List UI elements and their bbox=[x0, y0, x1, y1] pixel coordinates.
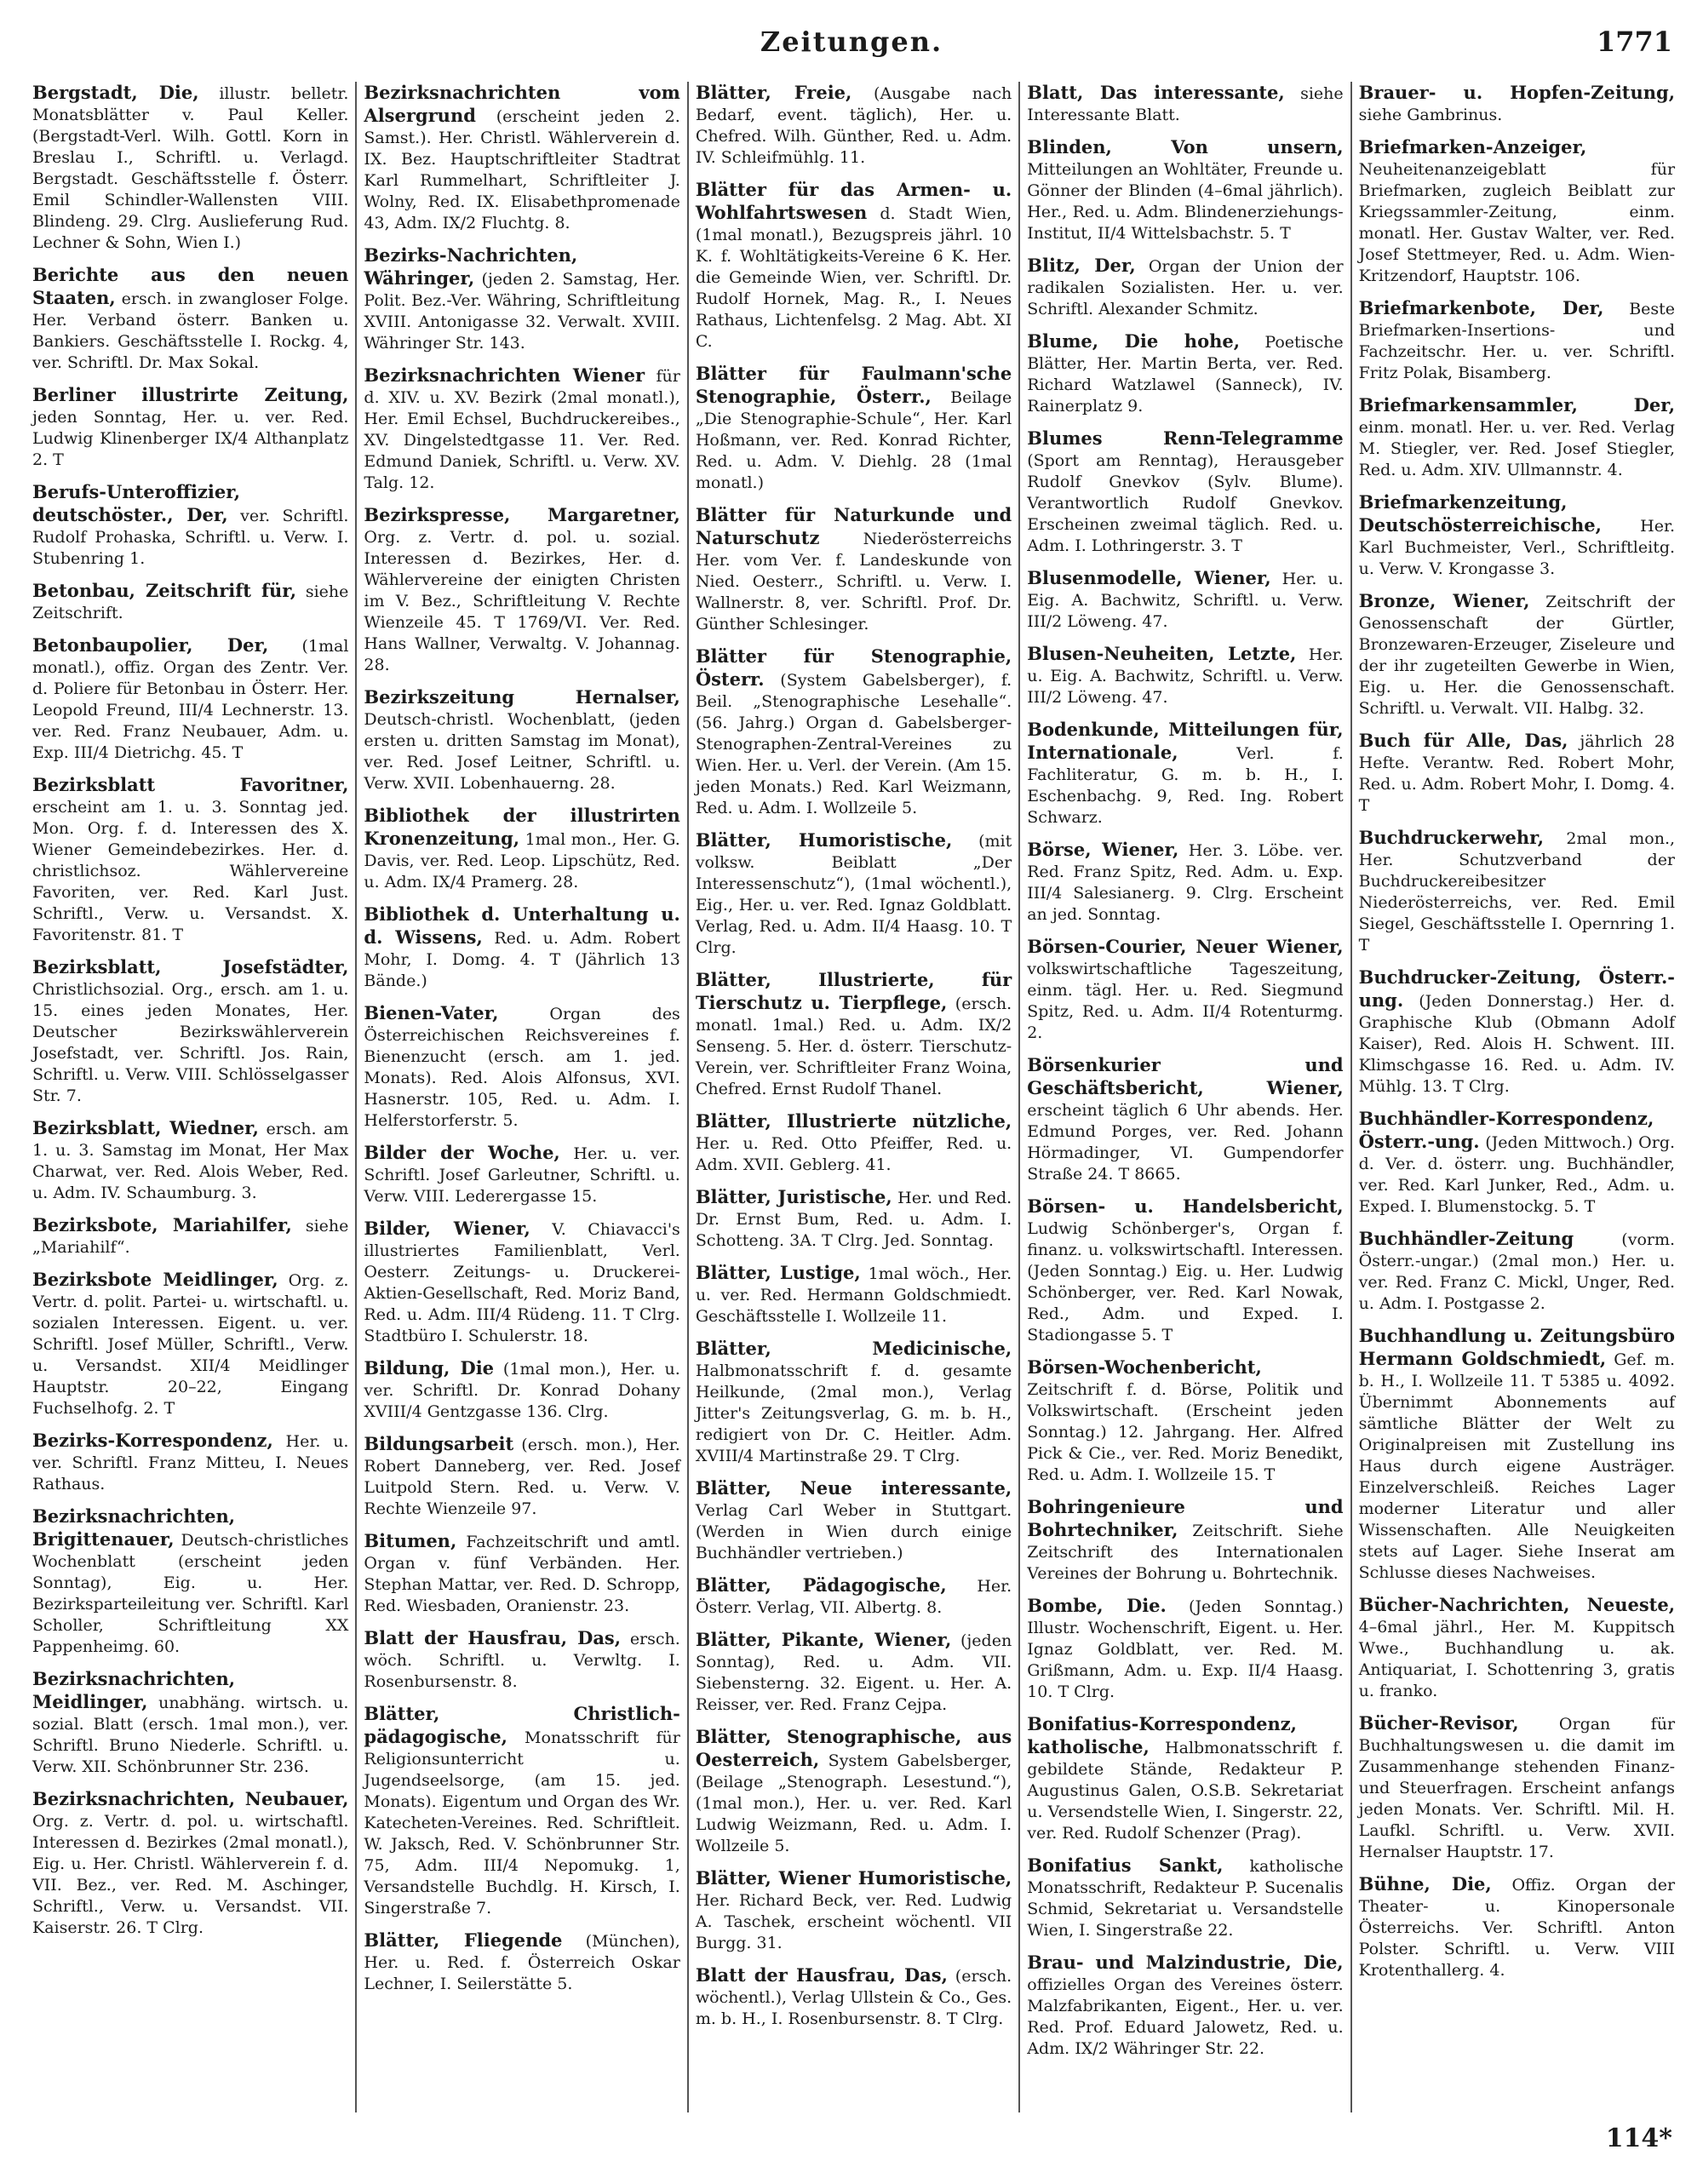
entry-title: Bezirks-Korrespondenz, bbox=[32, 1430, 273, 1451]
entry-title: Bezirkspresse, Margaretner, bbox=[364, 504, 680, 525]
directory-entry bbox=[696, 1110, 1012, 1176]
directory-entry bbox=[1359, 82, 1675, 126]
directory-entry bbox=[1027, 82, 1343, 126]
entry-body: (ersch. mon.), Her. Robert Danneberg, ver. Red. Josef Luitpold Stern. Red. u. Verw. V. Rechte Wienzeile 97. bbox=[364, 1436, 680, 1518]
entry-body: (Sport am Renntag), Herausgeber Rudolf Gnevkov (Sylv. Blume). Verantwortlich Rudolf Gnevkov. Erscheinen zweimal täglich. Red. u. Adm. I. Lothringerstr. 3. T bbox=[1027, 451, 1344, 555]
directory-entry bbox=[1027, 643, 1343, 708]
entry-body: Her. Karl Buchmeister, Verl., Schriftleitg. u. Verw. V. Krongasse 3. bbox=[1358, 517, 1676, 578]
directory-entry bbox=[32, 384, 348, 471]
entry-body: (erscheint jeden 2. Samst.). Her. Christl. Wählerverein d. IX. Bez. Hauptschriftleiter Stadtrat Karl Rummelhart, Schriftleiter J. Wolny, Red. IX. Elisabethpromenade 43, Adm. IX/2 Fluchtg. 8. bbox=[364, 107, 680, 232]
entry-body: erscheint täglich 6 Uhr abends. Her. Edmund Porges, ver. Red. Johann Hörmadinger, VI. Gumpendorfer Straße 24. T 8665. bbox=[1027, 1101, 1344, 1184]
entry-body: Monatsschrift für Religionsunterricht u. Jugendseelsorge, (am 15. jed. Monats). Eigentum und Organ des Wr. Katecheten-Vereines. Red. Schriftleit. W. Jaksch, Red. V. Schönbrunner Str. 75, Adm. III/4 Nepomukg. 1, Versandstelle Buchdlg. H. Kirsch, I. Singerstraße 7. bbox=[364, 1728, 680, 1917]
directory-entry bbox=[1359, 1228, 1675, 1315]
entry-title: Blusen-Neuheiten, Letzte, bbox=[1027, 643, 1297, 664]
entry-body: Beste Briefmarken-Insertions- und Fachzeitschr. Her. u. ver. Schriftl. Fritz Polak, Bisamberg. bbox=[1358, 300, 1676, 382]
entry-body: Deutsch-christl. Wochenblatt, (jeden ersten u. dritten Samstag im Monat), ver. Red. Josef Leitner, Schriftl. u. Verw. XVII. Lobenhauerng. 28. bbox=[364, 710, 680, 793]
entry-title: Bienen-Vater, bbox=[364, 1002, 499, 1023]
entry-body: offizielles Organ des Vereines österr. Malzfabrikanten, Eigent., Her. u. ver. Red. Prof. Eduard Jalowetz, Red. u. Adm. IX/2 Währinger Str. 22. bbox=[1027, 1975, 1344, 2058]
entry-body: jeden Sonntag, Her. u. ver. Red. Ludwig Klinenberger IX/4 Althanplatz 2. T bbox=[32, 408, 349, 469]
directory-entry bbox=[364, 504, 679, 676]
entry-title: Bezirkszeitung Hernalser, bbox=[364, 686, 680, 708]
entry-body: unabhäng. wirtsch. u. sozial. Blatt (ersch. 1mal mon.), ver. Schriftl. Bruno Niederle. Schriftl. u. Verw. XII. Schönbrunner Str. 236. bbox=[32, 1694, 349, 1776]
entry-title: Blätter, Lustige, bbox=[695, 1262, 861, 1283]
entry-body: (ersch. wöchentl.), Verlag Ullstein & Co., Ges. m. b. H., I. Rosenbursenstr. 8. T Clrg. bbox=[695, 1967, 1012, 2028]
directory-entry bbox=[32, 580, 348, 624]
entry-body: Red. u. Adm. Robert Mohr, I. Domg. 4. T (Jährlich 13 Bände.) bbox=[364, 929, 680, 990]
directory-entry bbox=[1359, 1108, 1675, 1218]
entry-title: Bühne, Die, bbox=[1358, 1873, 1492, 1895]
directory-entry bbox=[32, 264, 348, 374]
entry-title: Brauer- u. Hopfen-Zeitung, bbox=[1358, 82, 1676, 103]
directory-entry bbox=[364, 364, 679, 494]
directory-entry bbox=[32, 1668, 348, 1778]
directory-entry bbox=[32, 774, 348, 946]
entry-body: Her. Österr. Verlag, VII. Albertg. 8. bbox=[695, 1577, 1012, 1617]
directory-entry bbox=[364, 244, 679, 354]
entry-title: Bodenkunde, Mitteilungen für, Internationale, bbox=[1027, 719, 1344, 763]
entry-body: Verl. f. Fachliteratur, G. m. b. H., I. Eschenbachg. 9, Red. Ing. Robert Schwarz. bbox=[1027, 744, 1344, 827]
entry-body: siehe Gambrinus. bbox=[1358, 106, 1503, 124]
entry-title: Briefmarkenzeitung, Deutschösterreichische, bbox=[1358, 491, 1602, 536]
entry-title: Bezirksblatt, Josefstädter, bbox=[32, 956, 349, 977]
entry-title: Betonbaupolier, Der, bbox=[32, 634, 269, 656]
entry-title: Bohringenieure und Bohrtechniker, bbox=[1027, 1496, 1344, 1540]
entry-title: Blitz, Der, bbox=[1027, 255, 1136, 276]
entry-title: Berufs-Unteroffizier, deutschöster., Der, bbox=[32, 481, 241, 525]
entry-title: Briefmarkenbote, Der, bbox=[1358, 297, 1604, 318]
column-1 bbox=[26, 82, 357, 2112]
entry-body: Ludwig Schönberger's, Organ f. finanz. u. volkswirtschaftl. Interessen. (Jeden Sonntag.) Eig. u. Her. Ludwig Schönberger, ver. Red. Karl Nowak, Red., Adm. und Exped. I. Stadiongasse 5. T bbox=[1027, 1219, 1344, 1344]
entry-title: Bezirksnachrichten, Meidlinger, bbox=[32, 1668, 236, 1712]
entry-body: 2mal mon., Her. Schutzverband der Buchdruckereibesitzer Niederösterreichs, ver. Red. Emil Siegel, Geschäftsstelle I. Opernring 1. T bbox=[1358, 829, 1676, 954]
directory-entry bbox=[696, 1726, 1012, 1857]
directory-columns bbox=[26, 82, 1682, 2112]
entry-title: Blatt der Hausfrau, Das, bbox=[364, 1627, 622, 1648]
directory-entry bbox=[32, 1430, 348, 1495]
entry-body: (1mal monatl.), offiz. Organ des Zentr. Ver. d. Poliere für Betonbau in Österr. Her. Leopold Freund, III/4 Lechnerstr. 13. ver. Red. Franz Neubauer, Adm. u. Exp. III/4 Dietrichg. 45. T bbox=[32, 637, 349, 762]
directory-entry bbox=[696, 1629, 1012, 1716]
directory-entry bbox=[1359, 1873, 1675, 1981]
entry-body: 1mal mon., Her. G. Davis, ver. Red. Leop. Lipschütz, Red. u. Adm. IX/4 Pramerg. 28. bbox=[364, 830, 680, 891]
directory-entry bbox=[696, 82, 1012, 169]
directory-entry bbox=[364, 1142, 679, 1207]
entry-title: Blatt, Das interessante, bbox=[1027, 82, 1285, 103]
directory-entry bbox=[696, 645, 1012, 819]
entry-body: Neuheitenanzeigeblatt für Briefmarken, zugleich Beiblatt zur Kriegssammler-Zeitung, einm. monatl. Her. Gustav Walter, ver. Red. Josef Stettmeyer, Red. u. Adm. Wien-Kritzendorf, Hauptstr. 106. bbox=[1358, 160, 1676, 285]
column-2 bbox=[357, 82, 688, 2112]
entry-body: Christlichsozial. Org., ersch. am 1. u. 15. eines jeden Monates, Her. Deutscher Bezirkswählerverein Josefstadt, ver. Schriftl. Jos. Rain, Schriftl. u. Verw. VIII. Schlösselgasser Str. 7. bbox=[32, 980, 349, 1105]
directory-entry bbox=[1359, 1594, 1675, 1702]
entry-body: Deutsch-christliches Wochenblatt (erscheint jeden Sonntag), Eig. u. Her. Bezirksparteileitung ver. Schriftl. Karl Scholler, Schriftleitung XX Pappenheimg. 60. bbox=[32, 1531, 349, 1656]
entry-title: Bilder der Woche, bbox=[364, 1142, 560, 1163]
entry-body: 4–6mal jährl., Her. M. Kuppitsch Wwe., Buchhandlung u. ak. Antiquariat, I. Schottenring 3, gratis u. franko. bbox=[1358, 1618, 1676, 1700]
entry-title: Briefmarken-Anzeiger, bbox=[1358, 136, 1587, 158]
directory-entry bbox=[32, 1788, 348, 1939]
column-3 bbox=[689, 82, 1020, 2112]
directory-entry bbox=[364, 1703, 679, 1919]
directory-entry bbox=[1359, 297, 1675, 384]
directory-entry bbox=[696, 1867, 1012, 1954]
directory-entry bbox=[1359, 394, 1675, 481]
section-title: Zeitungen. bbox=[760, 26, 943, 58]
entry-body: Her. und Red. Dr. Ernst Bum, Red. u. Adm. I. Schotteng. 3A. T Clrg. Jed. Sonntag. bbox=[695, 1189, 1012, 1250]
entry-title: Blätter, Pädagogische, bbox=[695, 1574, 947, 1596]
entry-body: Her. u. Eig. A. Bachwitz, Schriftl. u. Verw. III/2 Löweng. 47. bbox=[1027, 645, 1344, 707]
entry-body: 1mal wöch., Her. u. ver. Red. Hermann Goldschmiedt. Geschäftsstelle I. Wollzeile 11. bbox=[695, 1264, 1012, 1326]
directory-entry bbox=[1027, 567, 1343, 633]
directory-entry bbox=[32, 1117, 348, 1204]
entry-body: Her. 3. Löbe. ver. Red. Franz Spitz, Red. Adm. u. Exp. III/4 Salesianerg. 9. Clrg. Erscheint an jed. Sonntag. bbox=[1027, 841, 1344, 924]
entry-body: (jeden 2. Samstag, Her. Polit. Bez.-Ver. Währing, Schriftleitung XVIII. Antonigasse 32. Verwalt. XVIII. Währinger Str. 143. bbox=[364, 270, 680, 353]
entry-body: volkswirtschaftliche Tageszeitung, einm. tägl. Her. u. Red. Siegmund Spitz, Red. u. Adm. II/4 Rotenturmg. 2. bbox=[1027, 960, 1344, 1042]
entry-body: Her. Richard Beck, ver. Red. Ludwig A. Taschek, erscheint wöchentl. VII Burgg. 31. bbox=[695, 1891, 1012, 1952]
entry-body: V. Chiavacci's illustriertes Familienblatt, Verl. Oesterr. Zeitungs- u. Druckerei-Aktien-Gesellschaft, Red. Moriz Band, Red. u. Adm. III/4 Rüdeng. 11. T Clrg. Stadtbüro I. Schulerstr. 18. bbox=[364, 1220, 680, 1345]
column-4 bbox=[1020, 82, 1351, 2112]
entry-title: Bibliothek der illustrirten Kronenzeitung, bbox=[364, 805, 680, 849]
directory-entry bbox=[364, 1218, 679, 1347]
entry-body: (Jeden Donnerstag.) Her. d. Graphische Klub (Obmann Adolf Kaiser), Red. Alois H. Schwent. III. Klimschgasse 16. Red. u. Adm. IV. Mühlg. 13. T Clrg. bbox=[1358, 992, 1676, 1096]
directory-entry bbox=[1027, 1952, 1343, 2060]
entry-title: Blätter für Stenographie, Österr. bbox=[695, 645, 1012, 690]
entry-title: Bildung, Die bbox=[364, 1357, 495, 1379]
entry-title: Blätter, Freie, bbox=[695, 82, 852, 103]
directory-entry bbox=[696, 1338, 1012, 1467]
entry-title: Bildungsarbeit bbox=[364, 1433, 514, 1454]
entry-title: Blusenmodelle, Wiener, bbox=[1027, 567, 1271, 588]
directory-entry bbox=[1359, 136, 1675, 287]
entry-body: Her. u. Eig. A. Bachwitz, Schriftl. u. Verw. III/2 Löweng. 47. bbox=[1027, 570, 1344, 631]
directory-entry bbox=[1359, 827, 1675, 956]
entry-title: Bezirksnachrichten Wiener bbox=[364, 364, 645, 386]
entry-title: Blätter, Humoristische, bbox=[695, 829, 953, 851]
directory-entry bbox=[364, 1002, 679, 1132]
directory-entry bbox=[1027, 1496, 1343, 1585]
entry-title: Buchhändler-Korrespondenz, Österr.-ung. bbox=[1358, 1108, 1654, 1152]
entry-title: Bezirksnachrichten vom Alsergrund bbox=[364, 82, 680, 126]
entry-title: Berliner illustrirte Zeitung, bbox=[32, 384, 349, 405]
entry-title: Bombe, Die. bbox=[1027, 1595, 1167, 1616]
entry-body: siehe Zeitschrift. bbox=[32, 582, 349, 622]
directory-entry bbox=[696, 969, 1012, 1100]
entry-body: Beilage „Die Stenographie-Schule“, Her. Karl Hoßmann, ver. Red. Konrad Richter, Red. u. Adm. V. Diehlg. 28 (1mal monatl.) bbox=[695, 388, 1012, 492]
signature-mark: 114* bbox=[1605, 2124, 1672, 2153]
entry-title: Börsen-Courier, Neuer Wiener, bbox=[1027, 936, 1344, 957]
entry-title: Berichte aus den neuen Staaten, bbox=[32, 264, 349, 308]
directory-entry bbox=[696, 1964, 1012, 2030]
directory-entry bbox=[1027, 1713, 1343, 1844]
directory-entry bbox=[696, 363, 1012, 494]
entry-body: (mit volksw. Beiblatt „Der Interessenschutz“), (1mal wöchentl.), Eig., Her. u. ver. Red. Ignaz Goldblatt. Verlag, Red. u. Adm. II/4 Haasg. 10. T Clrg. bbox=[695, 832, 1012, 957]
entry-body: ersch. in zwangloser Folge. Her. Verband österr. Banken u. Bankiers. Geschäftsstelle I. Rockg. 4, ver. Schriftl. Dr. Max Sokal. bbox=[32, 289, 349, 372]
entry-body: Her. u. ver. Schriftl. Franz Mitteu, I. Neues Rathaus. bbox=[32, 1432, 349, 1493]
directory-entry bbox=[696, 504, 1012, 635]
directory-entry bbox=[32, 481, 348, 570]
directory-entry bbox=[32, 1505, 348, 1658]
entry-title: Börsen- u. Handelsbericht, bbox=[1027, 1195, 1344, 1217]
entry-title: Blätter, Neue interessante, bbox=[695, 1477, 1012, 1499]
entry-body: Org. z. Vertr. d. polit. Partei- u. wirtschaftl. u. sozialen Interessen. Eigent. u. ver. Schriftl. Josef Müller, Schriftl., Verw. u. Versandst. XII/4 Meidlinger Hauptstr. 20–22, Eingang Fuchselhofg. 2. T bbox=[32, 1271, 349, 1418]
entry-body: für d. XIV. u. XV. Bezirk (2mal monatl.), Her. Emil Echsel, Buchdruckereibes., XV. Dingelstedtgasse 11. Ver. Red. Edmund Daniek, Schriftl. u. Verw. XV. Talg. 12. bbox=[364, 367, 680, 492]
entry-title: Bonifatius Sankt, bbox=[1027, 1854, 1224, 1876]
entry-body: (Ausgabe nach Bedarf, event. täglich), Her. u. Chefred. Wilh. Günther, Red. u. Adm. IV. Schleifmühlg. 11. bbox=[695, 84, 1012, 167]
entry-title: Bezirksnachrichten, Brigittenauer, bbox=[32, 1505, 236, 1550]
entry-title: Bezirksblatt Favoritner, bbox=[32, 774, 349, 795]
entry-title: Buchdruckerwehr, bbox=[1358, 827, 1545, 848]
directory-entry bbox=[364, 1433, 679, 1520]
entry-body: Organ des Österreichischen Reichsvereines f. Bienenzucht (ersch. am 1. jed. Monats). Red. Alois Alfonsus, XVI. Hasnerstr. 105, Red. u. Adm. I. Helferstorferstr. 5. bbox=[364, 1005, 680, 1130]
entry-title: Börsenkurier und Geschäftsbericht, Wiener, bbox=[1027, 1054, 1344, 1098]
directory-entry bbox=[696, 179, 1012, 353]
entry-title: Bronze, Wiener, bbox=[1358, 590, 1530, 611]
entry-body: Halbmonatsschrift f. gebildete Stände, Redakteur P. Augustinus Galen, O.S.B. Sekretariat u. Versendstelle Wien, I. Singerstr. 22, ver. Red. Rudolf Schenzer (Prag). bbox=[1027, 1739, 1344, 1843]
entry-title: Blätter, Fliegende bbox=[364, 1929, 563, 1951]
entry-title: Bibliothek d. Unterhaltung u. d. Wissens, bbox=[364, 903, 680, 948]
entry-body: Organ für Buchhaltungswesen u. die damit im Zusammenhange stehenden Finanz- und Steuerfragen. Erscheint anfangs jeden Monats. Ver. Schriftl. Mil. H. Laufkl. Schriftl. u. Verw. XVII. Hernalser Hauptstr. 17. bbox=[1358, 1715, 1676, 1861]
directory-entry bbox=[1027, 1356, 1343, 1486]
directory-entry bbox=[364, 805, 679, 893]
entry-body: Zeitschrift. Siehe Zeitschrift des Internationalen Vereines der Bohrung u. Bohrtechnik. bbox=[1027, 1522, 1344, 1583]
entry-title: Blätter für Faulmann'sche Stenographie, Österr., bbox=[695, 363, 1012, 407]
entry-title: Blume, Die hohe, bbox=[1027, 330, 1241, 352]
directory-entry bbox=[364, 1357, 679, 1423]
entry-body: ver. Schriftl. Rudolf Prohaska, Schriftl. u. Verw. I. Stubenring 1. bbox=[32, 507, 349, 568]
entry-title: Blätter, Juristische, bbox=[695, 1186, 892, 1207]
entry-body: d. Stadt Wien, (1mal monatl.), Bezugspreis jährl. 10 K. f. Wohltätigkeits-Vereine 6 K. Her. die Gemeinde Wien, ver. Schriftl. Dr. Rudolf Hornek, Mag. R., I. Neues Rathaus, Lichtenfelsg. 2 Mag. Abt. XI C. bbox=[695, 204, 1012, 351]
directory-entry bbox=[1027, 1595, 1343, 1703]
entry-title: Blatt der Hausfrau, Das, bbox=[695, 1964, 948, 1986]
entry-title: Bezirksnachrichten, Neubauer, bbox=[32, 1788, 349, 1809]
entry-body: Zeitschrift der Genossenschaft der Gürtler, Bronzewaren-Erzeuger, Ziseleure und der ihr zugeteilten Gewerbe in Wien, Eig. u. Her. die Genossenschaft. Schriftl. u. Verwalt. VII. Halbg. 32. bbox=[1358, 593, 1676, 718]
entry-body: jährlich 28 Hefte. Verantw. Red. Robert Mohr, Red. u. Adm. Robert Mohr, I. Domg. 4. T bbox=[1358, 732, 1676, 815]
entry-body: Poetische Blätter, Her. Martin Berta, ver. Red. Richard Watzlawel (Sanneck), IV. Rainerplatz 9. bbox=[1027, 333, 1344, 416]
entry-title: Brau- und Malzindustrie, Die, bbox=[1027, 1952, 1344, 1973]
directory-entry bbox=[32, 956, 348, 1107]
directory-entry bbox=[1027, 1054, 1343, 1185]
directory-entry bbox=[364, 903, 679, 992]
entry-title: Blätter, Stenographische, aus Oesterreich, bbox=[695, 1726, 1012, 1770]
directory-entry bbox=[32, 82, 348, 254]
directory-entry bbox=[696, 1262, 1012, 1327]
entry-title: Blätter, Illustrierte nützliche, bbox=[695, 1110, 1012, 1132]
entry-body: Niederösterreichs Her. vom Ver. f. Landeskunde von Nied. Oesterr., Schriftl. u. Verw. I. Wallnerstr. 8, ver. Schriftl. Prof. Dr. Günther Schlesinger. bbox=[695, 530, 1012, 633]
directory-entry bbox=[364, 686, 679, 794]
entry-body: (Jeden Sonntag.) Illustr. Wochenschrift, Eigent. u. Her. Ignaz Goldblatt, ver. Red. M. Grißmann, Adm. u. Exp. II/4 Haasg. 10. T Clrg. bbox=[1027, 1597, 1344, 1701]
entry-title: Buchhändler-Zeitung bbox=[1358, 1228, 1574, 1249]
column-5 bbox=[1352, 82, 1682, 2112]
directory-entry bbox=[1027, 427, 1343, 557]
entry-body: (Jeden Mittwoch.) Org. d. Ver. d. österr. ung. Buchhändler, ver. Red. Karl Junker, Red., Adm. u. Exped. I. Blumenstockg. 5. T bbox=[1358, 1133, 1676, 1216]
entry-body: System Gabelsberger, (Beilage „Stenograph. Lesestund.“), (1mal mon.), Her. u. ver. Red. Karl Ludwig Weizmann, Red. u. Adm. I. Wollzeile 5. bbox=[695, 1751, 1012, 1855]
entry-body: Halbmonatsschrift f. d. gesamte Heilkunde, (2mal mon.), Verlag Jitter's Zeitungsverlag, G. m. b. H., redigiert von Dr. C. Heitler. Adm. XVIII/4 Martinstraße 29. T Clrg. bbox=[695, 1361, 1012, 1465]
entry-body: Gef. m. b. H., I. Wollzeile 11. T 5385 u. 4092. Übernimmt Abonnements auf sämtliche Blätter der Welt zu Originalpreisen mit Zustellung ins Haus durch eigene Austräger. Einzelverschleiß. Reiches Lager moderner Literatur und aller Wissenschaften. Alle Neuigkeiten stets auf Lager. Siehe Inserat am Schlusse dieses Nachweises. bbox=[1358, 1350, 1676, 1582]
entry-body: (ersch. monatl. 1mal.) Red. u. Adm. IX/2 Senseng. 5. Her. d. österr. Tierschutz-Verein, ver. Schriftleiter Franz Woina, Chefred. Ernst Rudolf Thanel. bbox=[695, 995, 1012, 1098]
entry-body: Org. z. Vertr. d. pol. u. wirtschaftl. Interessen d. Bezirkes (2mal monatl.), Eig. u. Her. Christl. Wählerverein f. d. VII. Bez., ver. Red. M. Aschinger, Schriftl., Verw. u. Versandst. VII. Kaiserstr. 26. T Clrg. bbox=[32, 1812, 349, 1937]
entry-title: Briefmarkensammler, Der, bbox=[1358, 394, 1676, 416]
entry-body: erscheint am 1. u. 3. Sonntag jed. Mon. Org. f. d. Interessen des X. Wiener Gemeindebezirkes. Her. d. christlichsoz. Wählervereine Favoriten, ver. Red. Karl Just. Schriftl., Verw. u. Versandst. X. Favoritenstr. 81. T bbox=[32, 798, 349, 944]
directory-entry bbox=[364, 1627, 679, 1693]
entry-body: siehe Interessante Blatt. bbox=[1027, 84, 1344, 124]
entry-title: Betonbau, Zeitschrift für, bbox=[32, 580, 297, 601]
entry-title: Blätter, Medicinische, bbox=[695, 1338, 1012, 1359]
entry-body: katholische Monatsschrift, Redakteur P. Sucenalis Schmid, Sekretariat u. Versandstelle Wien, I. Singerstraße 22. bbox=[1027, 1857, 1344, 1940]
directory-entry bbox=[1027, 330, 1343, 417]
entry-title: Buchhandlung u. Zeitungsbüro Hermann Goldschmiedt, bbox=[1358, 1325, 1676, 1369]
directory-entry bbox=[32, 1214, 348, 1258]
entry-body: Org. z. Vertr. d. pol. u. sozial. Interessen d. Bezirkes, Her. d. Wählervereine der einigten Christen im V. Bez., Schriftleitung V. Rechte Wienzeile 45. T 1769/VI. Ver. Red. Hans Wallner, Verwaltg. V. Johannag. 28. bbox=[364, 528, 680, 674]
directory-entry bbox=[32, 1269, 348, 1419]
directory-entry bbox=[696, 1186, 1012, 1252]
entry-body: (München), Her. u. Red. f. Österreich Oskar Lechner, I. Seilerstätte 5. bbox=[364, 1932, 680, 1993]
entry-title: Blätter, Wiener Humoristische, bbox=[695, 1867, 1012, 1889]
entry-title: Blätter, Illustrierte, für Tierschutz u. Tierpflege, bbox=[695, 969, 1012, 1013]
entry-title: Bezirks-Nachrichten, Währinger, bbox=[364, 244, 578, 289]
entry-body: Offiz. Organ der Theater- u. Kinopersonale Österreichs. Ver. Schriftl. Anton Polster. Schriftl. u. Verw. VIII Krotenthallerg. 4. bbox=[1358, 1876, 1676, 1980]
directory-entry bbox=[1027, 1854, 1343, 1941]
directory-entry bbox=[364, 1929, 679, 1995]
entry-title: Bezirksblatt, Wiedner, bbox=[32, 1117, 259, 1138]
entry-title: Blumes Renn-Telegramme bbox=[1027, 427, 1344, 449]
entry-title: Bilder, Wiener, bbox=[364, 1218, 530, 1239]
entry-title: Börse, Wiener, bbox=[1027, 839, 1179, 860]
entry-title: Buchdrucker-Zeitung, Österr.-ung. bbox=[1358, 966, 1676, 1011]
entry-title: Buch für Alle, Das, bbox=[1358, 730, 1568, 751]
entry-title: Bezirksbote Meidlinger, bbox=[32, 1269, 278, 1290]
entry-body: Her. u. Red. Otto Pfeiffer, Red. u. Adm. XVII. Geblerg. 41. bbox=[695, 1134, 1012, 1174]
directory-entry bbox=[1359, 1712, 1675, 1863]
page-header bbox=[0, 0, 1703, 68]
directory-entry bbox=[696, 1477, 1012, 1564]
entry-title: Blätter für Naturkunde und Naturschutz bbox=[695, 504, 1012, 548]
entry-body: Organ der Union der radikalen Sozialisten. Her. u. ver. Schriftl. Alexander Schmitz. bbox=[1027, 257, 1344, 318]
entry-title: Bonifatius-Korrespondenz, katholische, bbox=[1027, 1713, 1297, 1757]
entry-body: Mitteilungen an Wohltäter, Freunde u. Gönner der Blinden (4–6mal jährlich). Her., Red. u. Adm. Blindenerziehungs-Institut, II/4 Wittelsbachstr. 5. T bbox=[1027, 160, 1344, 243]
entry-title: Bücher-Revisor, bbox=[1358, 1712, 1519, 1734]
directory-entry bbox=[1359, 590, 1675, 719]
directory-entry bbox=[1027, 936, 1343, 1044]
entry-title: Blätter für das Armen- u. Wohlfahrtswesen bbox=[695, 179, 1012, 223]
entry-body: einm. monatl. Her. u. ver. Red. Verlag M. Stiegler, ver. Red. Josef Stiegler, Red. u. Adm. XIV. Ullmannstr. 4. bbox=[1358, 418, 1676, 479]
entry-body: ersch. wöch. Schriftl. u. Verwltg. I. Rosenbursenstr. 8. bbox=[364, 1630, 680, 1691]
entry-body: (vorm. Österr.-ungar.) (2mal mon.) Her. u. ver. Red. Franz C. Mickl, Unger, Red. u. Adm. I. Postgasse 2. bbox=[1358, 1230, 1676, 1313]
entry-body: ersch. am 1. u. 3. Samstag im Monat, Her Max Charwat, ver. Red. Alois Weber, Red. u. Adm. IV. Schaumburg. 3. bbox=[32, 1120, 349, 1202]
directory-entry bbox=[696, 829, 1012, 959]
entry-title: Blinden, Von unsern, bbox=[1027, 136, 1344, 158]
entry-body: Her. u. ver. Schriftl. Josef Garleutner, Schriftl. u. Verw. VIII. Lederergasse 15. bbox=[364, 1144, 680, 1206]
directory-entry bbox=[1027, 255, 1343, 320]
entry-title: Blätter, Pikante, Wiener, bbox=[695, 1629, 952, 1650]
entry-title: Bezirksbote, Mariahilfer, bbox=[32, 1214, 292, 1235]
entry-body: Zeitschrift f. d. Börse, Politik und Volkswirtschaft. (Erscheint jeden Sonntag.) 12. Jahrgang. Her. Alfred Pick & Cie., ver. Red. Moriz Benedikt, Red. u. Adm. I. Wollzeile 15. T bbox=[1027, 1380, 1344, 1484]
directory-entry bbox=[1359, 1325, 1675, 1584]
entry-title: Bitumen, bbox=[364, 1530, 457, 1551]
page-number: 1771 bbox=[1596, 26, 1672, 58]
entry-body: Fachzeitschrift und amtl. Organ v. fünf Verbänden. Her. Stephan Mattar, ver. Red. D. Schropp, Red. Wiesbaden, Oranienstr. 23. bbox=[364, 1533, 680, 1615]
entry-body: (1mal mon.), Her. u. ver. Schriftl. Dr. Konrad Dohany XVIII/4 Gentzgasse 136. Clrg. bbox=[364, 1360, 680, 1421]
entry-title: Bergstadt, Die, bbox=[32, 82, 199, 103]
directory-entry bbox=[1359, 491, 1675, 580]
directory-entry bbox=[1359, 966, 1675, 1098]
entry-body: (System Gabelsberger), f. Beil. „Stenographische Lesehalle“. (56. Jahrg.) Organ d. Gabelsberger-Stenographen-Zentral-Vereines zu Wien. Her. u. Verl. der Verein. (Am 15. jeden Monats.) Red. Karl Weizmann, Red. u. Adm. I. Wollzeile 5. bbox=[695, 671, 1012, 817]
entry-body: siehe „Mariahilf“. bbox=[32, 1217, 349, 1257]
directory-entry bbox=[364, 82, 679, 234]
directory-entry bbox=[1027, 839, 1343, 926]
directory-entry bbox=[1027, 719, 1343, 828]
directory-entry bbox=[1027, 1195, 1343, 1346]
directory-entry bbox=[696, 1574, 1012, 1619]
directory-entry bbox=[364, 1530, 679, 1617]
directory-entry bbox=[1359, 730, 1675, 817]
entry-body: (jeden Sonntag), Red. u. Adm. VII. Siebensterng. 32. Eigent. u. Her. A. Reisser, ver. Red. Franz Cejpa. bbox=[695, 1631, 1012, 1714]
entry-body: Verlag Carl Weber in Stuttgart. (Werden in Wien durch einige Buchhändler vertrieben.) bbox=[695, 1501, 1012, 1562]
entry-title: Blätter, Christlich-pädagogische, bbox=[364, 1703, 680, 1747]
entry-title: Börsen-Wochenbericht, bbox=[1027, 1356, 1262, 1378]
directory-entry bbox=[32, 634, 348, 764]
entry-body: illustr. belletr. Monatsblätter v. Paul Keller. (Bergstadt-Verl. Wilh. Gottl. Korn in Breslau I., Schriftl. u. Verlagd. Bergstadt. Geschäftsstelle f. Österr. Emil Schindler-Wallensten VIII. Blindeng. 29. Clrg. Auslieferung Rud. Lechner & Sohn, Wien I.) bbox=[32, 84, 349, 252]
directory-entry bbox=[1027, 136, 1343, 244]
entry-title: Bücher-Nachrichten, Neueste, bbox=[1358, 1594, 1676, 1615]
